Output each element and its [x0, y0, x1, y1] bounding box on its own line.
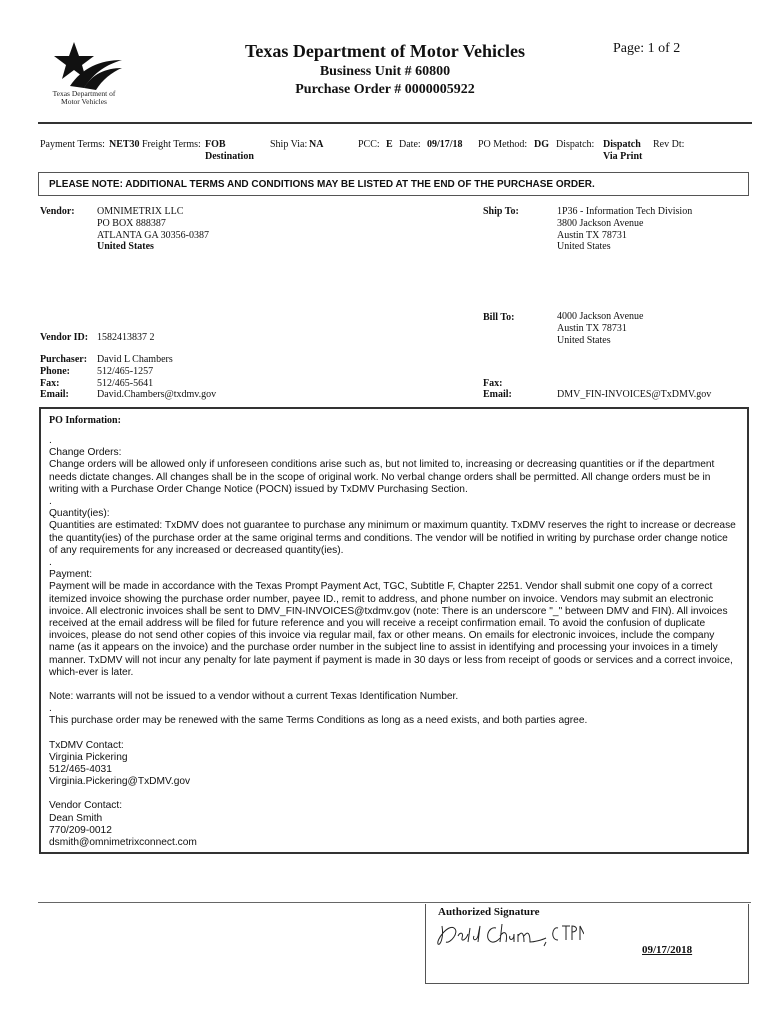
po-line: Vendor Contact:	[49, 800, 123, 812]
purchase-order-number: Purchase Order # 0000005922	[295, 82, 475, 97]
purchaser-name: David L Chambers	[97, 354, 173, 365]
header-divider	[38, 122, 752, 124]
po-line: Virginia Pickering	[49, 751, 128, 763]
po-line: Note: warrants will not be issued to a vendor without a current Texas Identification Number.	[49, 691, 459, 703]
dispatch-label: Dispatch:	[556, 139, 595, 150]
page-number: Page: 1 of 2	[613, 41, 681, 56]
handwritten-signature-icon	[434, 918, 584, 950]
page-title: Texas Department of Motor Vehicles	[245, 41, 525, 61]
bill-to-label: Bill To:	[483, 312, 515, 323]
purchaser-label: Purchaser:	[40, 354, 88, 365]
pcc-value: E	[386, 139, 393, 150]
bill-to-email: DMV_FIN-INVOICES@TxDMV.gov	[557, 389, 712, 400]
po-line: TxDMV Contact:	[49, 739, 124, 751]
ship-via-value: NA	[309, 139, 324, 150]
vendor-address-2: ATLANTA GA 30356-0387	[97, 230, 209, 241]
bill-to-line-1: 4000 Jackson Avenue	[557, 311, 644, 322]
signature-box	[425, 904, 749, 984]
ship-to-line-1: 1P36 - Information Tech Division	[557, 206, 693, 217]
dispatch-value-1: Dispatch	[603, 139, 641, 150]
email-label: Email:	[40, 389, 69, 400]
payment-terms-value: NET30	[109, 139, 140, 150]
po-line	[49, 788, 737, 800]
fax-label: Fax:	[40, 378, 60, 389]
po-line: Virginia.Pickering@TxDMV.gov	[49, 776, 191, 788]
vendor-id-value: 1582413837 2	[97, 332, 155, 343]
vendor-label: Vendor:	[40, 206, 75, 217]
ship-to-line-3: Austin TX 78731	[557, 230, 627, 241]
po-line: Change orders will be allowed only if unforeseen conditions arise such as, but not limited to, increasing or decreasing quantities or if the department needs dictate changes. All changes shall be in the scope of original work. No verbal change orders shall be permitted. All change orders must be in writing with a Purchase Order Change Notice (POCN) issued by TxDMV Purchasing Section.	[49, 459, 715, 495]
additional-terms-note-box	[38, 172, 749, 196]
bill-to-email-label: Email:	[483, 389, 512, 400]
freight-terms-label: Freight Terms:	[142, 139, 201, 150]
date-value: 09/17/18	[427, 139, 463, 150]
po-line: Payment will be made in accordance with the Texas Prompt Payment Act, TGC, Subtitle F, Chapter 2251. Vendor shall submit one copy of a correct itemized invoice showing the purchase order number, payee ID., remit to address, and phone number on invoice. Vendors may submit an electronic invoice. All electronic invoices shall be sent to DMV_FIN-INVOICES@txdmv.gov (note: There is an underscore "_" between DMV and FIN). All invoices received at the email address will be filed for future reference and you will receive a receipt confirmation email. To avoid the confusion of duplicate invoices, please do not send other copies of this invoice via regular mail, fax or other means. On emails for electronic invoices, include the company name (as it appears on the invoice) and the purchase order number in the subject line to assist in identifying and processing your invoices in a timely manner. TxDMV will not incur any penalty for late payment if payment is made in 30 days or less from receipt of goods or services and a correct invoice, which-ever is later.	[49, 581, 733, 678]
po-line	[49, 728, 737, 740]
po-line: .	[49, 435, 52, 446]
payment-terms-label: Payment Terms:	[40, 139, 105, 150]
dispatch-value-2: Via Print	[603, 151, 643, 162]
phone-label: Phone:	[40, 366, 70, 377]
po-information-box	[39, 407, 749, 854]
logo-text: Texas Department of Motor Vehicles	[52, 89, 116, 106]
purchaser-phone: 512/465-1257	[97, 366, 154, 377]
date-label: Date:	[399, 139, 421, 150]
ship-to-country: United States	[557, 241, 611, 252]
po-line	[49, 679, 737, 691]
po-line: This purchase order may be renewed with the same Terms Conditions as long as a need exists, and both parties agree.	[49, 715, 588, 727]
vendor-name: OMNIMETRIX LLC	[97, 206, 184, 217]
po-line: 770/209-0012	[49, 824, 112, 836]
ship-to-line-2: 3800 Jackson Avenue	[557, 218, 644, 229]
ship-via-label: Ship Via:	[270, 139, 308, 150]
vendor-address-1: PO BOX 888387	[97, 218, 166, 229]
additional-terms-note: PLEASE NOTE: ADDITIONAL TERMS AND CONDITIONS MAY BE LISTED AT THE END OF THE PURCHASE ORDER.	[49, 179, 595, 190]
po-line: Change Orders:	[49, 447, 122, 459]
po-line: dsmith@omnimetrixconnect.com	[49, 837, 197, 849]
freight-terms-value-2: Destination	[205, 151, 254, 162]
rev-dt-label: Rev Dt:	[653, 139, 685, 150]
po-line: Quantity(ies):	[49, 508, 110, 520]
po-line: Quantities are estimated: TxDMV does not guarantee to purchase any minimum or maximum quantity. TxDMV reserves the right to increase or decrease the quantity(ies) of the purchase order at the same original terms and conditions. The vendor will be notified in writing by purchase order change notice of any requirements for any increased or decreased quantity(ies).	[49, 520, 736, 556]
signature-date: 09/17/2018	[642, 944, 693, 956]
po-line: Dean Smith	[49, 812, 103, 824]
po-line: .	[49, 703, 52, 715]
bill-to-country: United States	[557, 335, 611, 346]
bill-to-fax-label: Fax:	[483, 378, 503, 389]
purchaser-email: David.Chambers@txdmv.gov	[97, 389, 217, 400]
po-line: .	[49, 496, 52, 508]
freight-terms-value-1: FOB	[205, 139, 226, 150]
authorized-signature-label: Authorized Signature	[438, 906, 540, 918]
po-line: .	[49, 557, 52, 569]
purchaser-fax: 512/465-5641	[97, 378, 154, 389]
po-line: 512/465-4031	[49, 764, 112, 776]
po-method-label: PO Method:	[478, 139, 528, 150]
po-line: Payment:	[49, 569, 93, 581]
vendor-id-label: Vendor ID:	[40, 332, 89, 343]
business-unit: Business Unit # 60800	[319, 64, 451, 79]
po-method-value: DG	[534, 139, 549, 150]
po-information-heading: PO Information:	[49, 415, 121, 426]
vendor-country: United States	[97, 241, 154, 252]
ship-to-label: Ship To:	[483, 206, 519, 217]
bill-to-line-2: Austin TX 78731	[557, 323, 627, 334]
signature-divider	[38, 902, 751, 903]
pcc-label: PCC:	[358, 139, 380, 150]
po-information-body	[49, 435, 737, 849]
